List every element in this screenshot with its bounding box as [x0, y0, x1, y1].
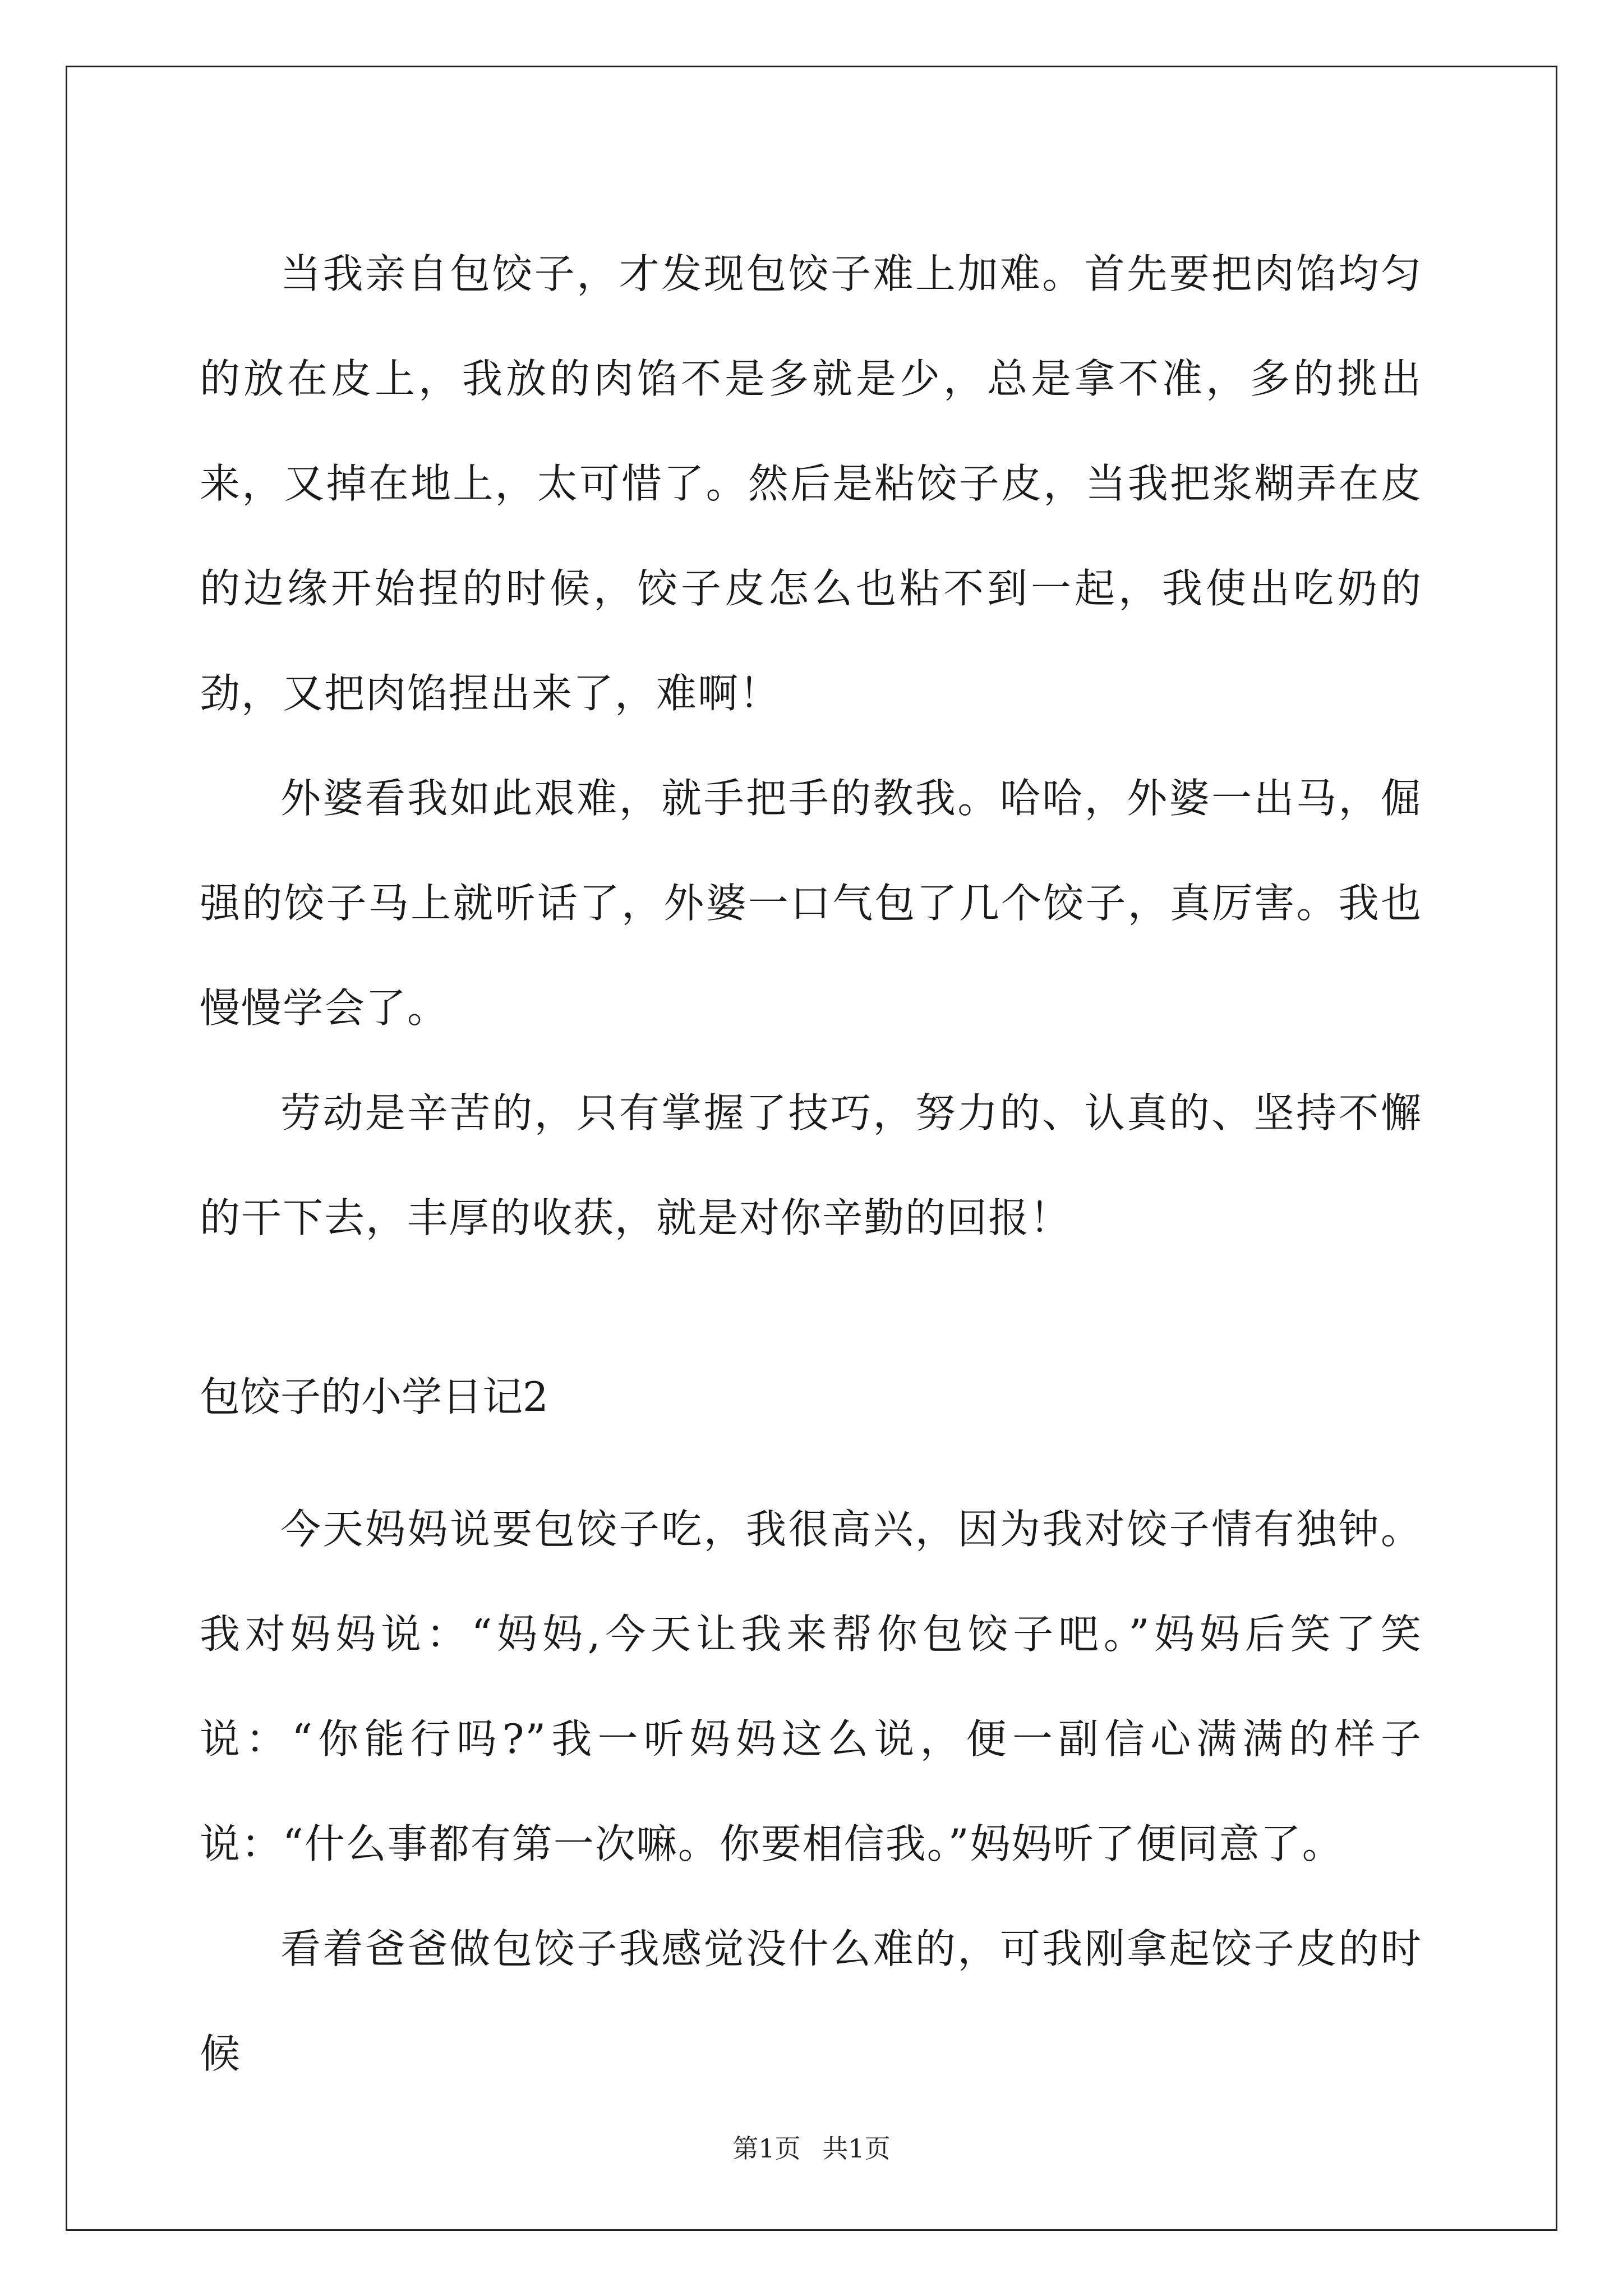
paragraph: 看着爸爸做包饺子我感觉没什么难的，可我刚拿起饺子皮的时候 [200, 1925, 1422, 2077]
page-footer [0, 2132, 1623, 2165]
page-number: 第1页 [732, 2133, 801, 2164]
document-body-part1 [200, 222, 1422, 1271]
paragraph: 当我亲自包饺子，才发现包饺子难上加难。首先要把肉馅均匀的放在皮上，我放的肉馅不是多就是少，总是拿不准，多的挑出来，又掉在地上，太可惜了。然后是粘饺子皮，当我把浆糊弄在皮的边缘开始捏的时候，饺子皮怎么也粘不到一起，我使出吃奶的劲，又把肉馅捏出来了，难啊！ [200, 250, 1422, 717]
paragraph: 劳动是辛苦的，只有掌握了技巧，努力的、认真的、坚持不懈的干下去，丰厚的收获，就是对你辛勤的回报！ [200, 1089, 1422, 1241]
paragraph: 外婆看我如此艰难，就手把手的教我。哈哈，外婆一出马，倔强的饺子马上就听话了，外婆一口气包了几个饺子，真厉害。我也慢慢学会了。 [200, 775, 1422, 1032]
section-heading: 包饺子的小学日记2 [200, 1373, 548, 1420]
paragraph: 今天妈妈说要包饺子吃，我很高兴，因为我对饺子情有独钟。我对妈妈说：“妈妈,今天让我来帮你包饺子吧。”妈妈后笑了笑说：“你能行吗?”我一听妈妈这么说，便一副信心满满的样子说：“什么事都有第一次嘛。你要相信我。”妈妈听了便同意了。 [200, 1506, 1422, 1867]
document-body-part2 [200, 1477, 1422, 2106]
page-total: 共1页 [822, 2133, 891, 2164]
